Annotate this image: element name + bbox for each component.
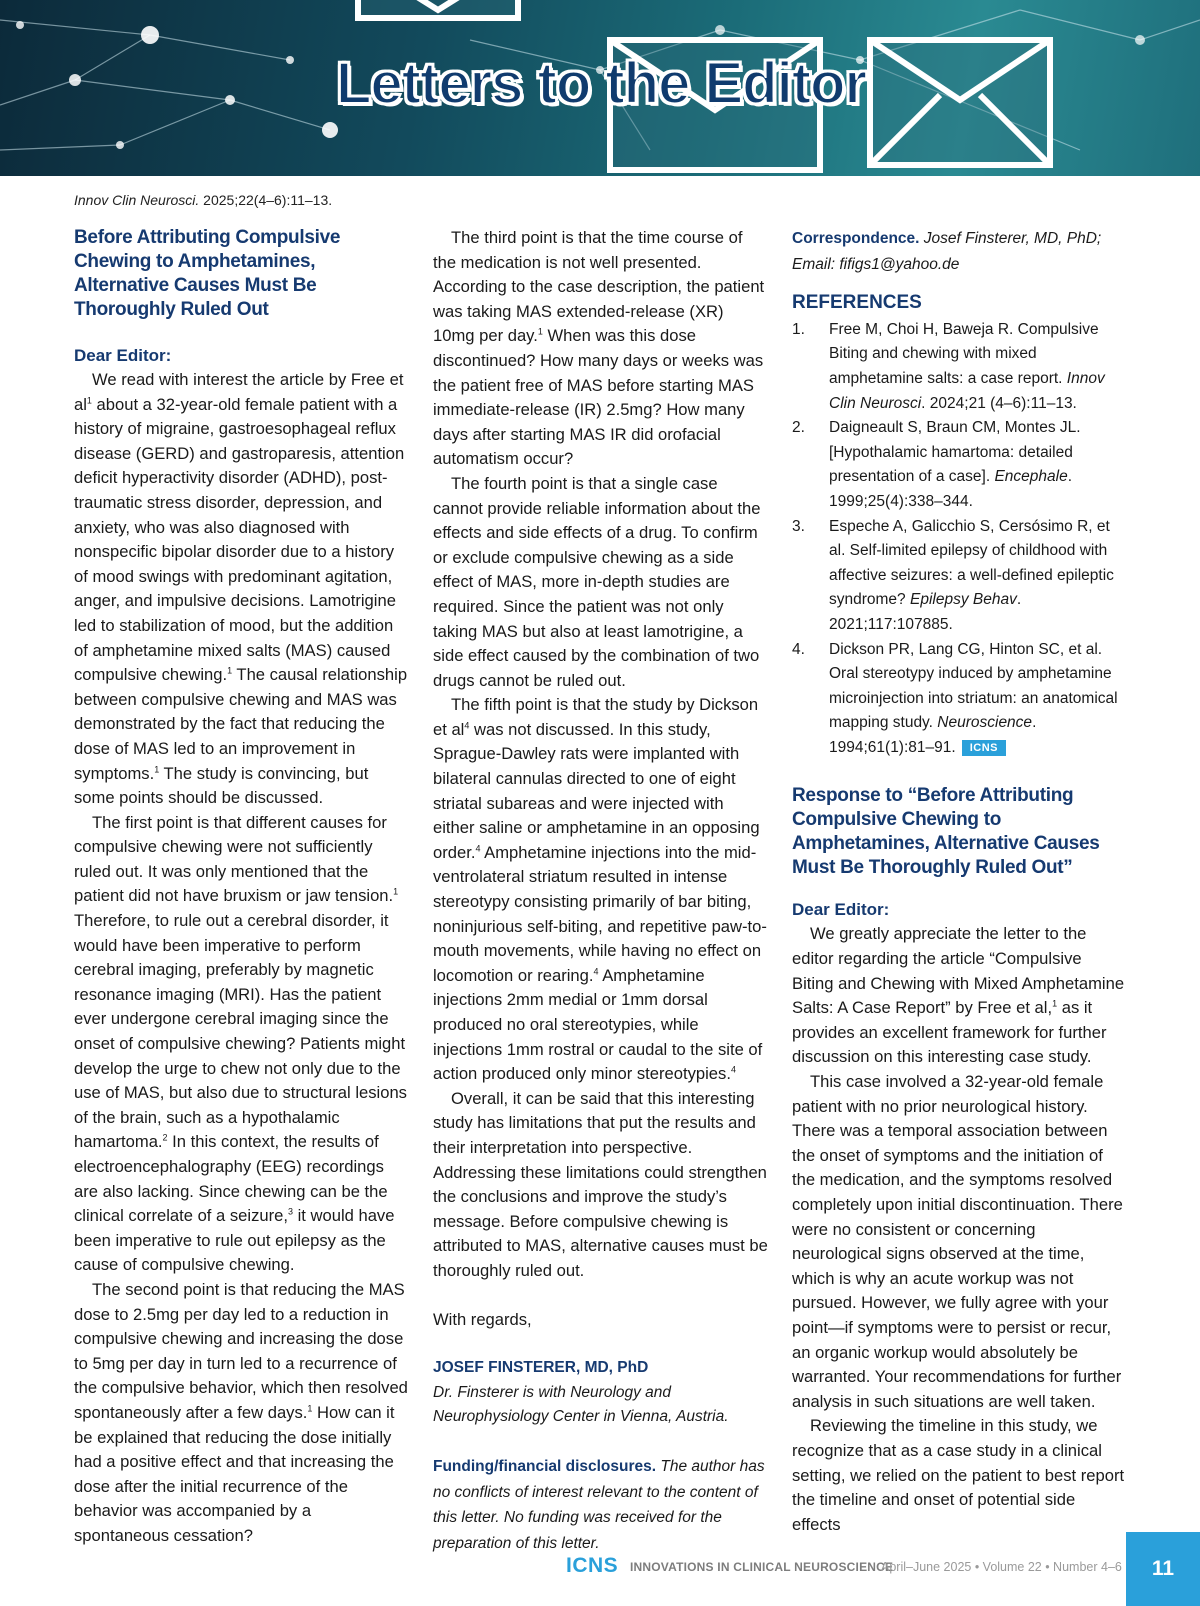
reference-item: 4. Dickson PR, Lang CG, Hinton SC, et al. Oral stereotypy induced by amphetamine microinjection into striatum: an anatomical mapping study. Neuroscience. 1994;61(1):81–91. ICNS [792,640,1118,756]
column-1 [74,226,409,1549]
footer-journal-name: INNOVATIONS IN CLINICAL NEUROSCIENCE [630,1560,894,1574]
page-number: 11 [1126,1532,1200,1606]
letter-paragraph: The fourth point is that a single case cannot provide reliable information about the effects and side effects of a drug. To confirm or exclude compulsive chewing as a side effect of MAS, more in-depth studies are required. Since the patient was not only taking MAS but also at least lamotrigine, a side effect caused by the combination of two drugs cannot be ruled out. [433,473,761,690]
banner-title: Letters to the Editor [336,51,867,116]
correspondence: Correspondence. Josef Finsterer, MD, PhD; Email: fifigs1@yahoo.de [792,230,1102,273]
response-paragraph: We greatly appreciate the letter to the editor regarding the article “Compulsive Biting and Chewing with Mixed Amphetamine Salts: A Case Report” by Free et al,$^1$ as it provides an excellent framework for further discussion on this interesting case study. [792,924,1125,1067]
letter-author: JOSEF FINSTERER, MD, PhD [433,1359,649,1377]
column-3 [792,226,1127,1537]
citation [74,192,332,208]
letter-paragraph: We read with interest the article by Free et $al^1$ about a 32-year-old female patient with a history of migraine, gastroesophageal reflux disease (GERD) and gastroparesis, attention deficit hyperactivity disorder (ADHD), post-traumatic stress disorder, depression, and anxiety, who was also diagnosed with nonspecific bipolar disorder due to a history of mood swings with predominant agitation, anger, and impulsive decisions. Lamotrigine led to stabilization of mood, but the addition of amphetamine mixed salts (MAS) caused compulsive chewing.$^1$ The causal relationship between compulsive chewing and MAS was demonstrated by the fact that reducing the dose of MAS led to an improvement in symptoms.$^1$ The study is convincing, but some points should be discussed. [74,370,408,808]
letter-paragraph: The fifth point is that the study by Dickson et $al^4$ was not discussed. In this study, Sprague-Dawley rats were implanted with bilateral cannulas directed to one of eight striatal subareas and were injected with either saline or amphetamine in an opposing order.$^4$ Amphetamine injections into the mid-ventrolateral striatum resulted in intense stereotypy consisting primarily of bar biting, noninjurious self-biting, and repetitive paw-to-mouth movements, while having no effect on locomotion or rearing.$^4$ Amphetamine injections 2mm medial or 1mm dorsal produced no oral stereotypies, while injections 1mm rostral or caudal to the site of action produced only minor stereotypies.$^4$ [433,695,767,1084]
response-paragraph: This case involved a 32-year-old female patient with no prior neurological history. There was a temporal association between the onset of symptoms and the initiation of the medication, and the symptoms resolved completely upon initial discontinuation. There were no consistent or concerning neurological signs observed at the time, which is why an acute workup was not pursued. However, we fully agree with your point—if symptoms were to persist or recur, an organic workup would absolutely be warranted. Your recommendations for further analysis in such situations are well taken. [792,1072,1123,1411]
reference-item: 2. Daigneault S, Braun CM, Montes JL. [Hypothalamic hamartoma: detailed presentation of a case]. Encephale. 1999;25(4):338–344. [792,419,1081,510]
letter-salutation: Dear Editor: [74,346,172,365]
letter-paragraph: Overall, it can be said that this interesting study has limitations that put the results and their interpretation into perspective. Addressing these limitations could strengthen the conclusions and improve the study’s message. Before compulsive chewing is attributed to MAS, alternative causes must be thoroughly ruled out. [433,1088,768,1280]
reference-item: 1. Free M, Choi H, Baweja R. Compulsive Biting and chewing with mixed amphetamine salts: a case report. Innov Clin Neurosci. 2024;21 (4–6):11–13. [792,320,1105,412]
footer-logo: ICNS [566,1554,619,1577]
references-heading: REFERENCES [792,292,922,314]
response-salutation: Dear Editor: [792,900,890,920]
column-2 [433,226,768,1556]
letter-title: Before Attributing Compulsive Chewing to Amphetamines, Alternative Causes Must Be Thoroughly Ruled Out [74,227,341,320]
letter-paragraph: The first point is that different causes for compulsive chewing were not sufficiently ruled out. It was only mentioned that the patient did not have bruxism or jaw tension.$^1$ Therefore, to rule out a cerebral disorder, it would have been imperative to perform cerebral imaging, preferably by magnetic resonance imaging (MRI). Has the patient ever undergone cerebral imaging since the onset of compulsive chewing? Patients might develop the urge to chew not only due to the use of MAS, but also due to structural lesions of the brain, such as a hypothalamic hamartoma.$^2$ In this context, the results of electroencephalography (EEG) recordings are also lacking. Since chewing can be the clinical correlate of a seizure,$^3$ it would have been imperative to rule out epilepsy as the cause of compulsive chewing. [74,812,407,1275]
citation-details: 2025;22(4–6):11–13. [203,192,333,208]
letter-paragraph: The second point is that reducing the MAS dose to 2.5mg per day led to a reduction in compulsive chewing and increasing the dose to 5mg per day in turn led to a recurrence of the compulsive behavior, which then resolved spontaneously after a few days.$^1$ How can it be explained that reducing the dose initially had a positive effect and that increasing the dose after the initial recurrence of the behavior was accompanied by a spontaneous cessation? [74,1279,408,1545]
letter-affiliation: Dr. Finsterer is with Neurology and Neurophysiology Center in Vienna, Austria. [433,1383,729,1426]
icns-badge[interactable]: ICNS [962,740,1006,756]
footer-issue: April–June 2025 • Volume 22 • Number 4–6 [881,1560,1122,1574]
header-banner [0,0,1200,176]
response-title: Response to “Before Attributing Compulsive Chewing to Amphetamines, Alternative Causes Must Be Thoroughly Ruled Out” [792,785,1100,879]
funding-disclosure: Funding/financial disclosures. The author has no conflicts of interest relevant to the content of this letter. No funding was received for the preparation of this letter. [433,1457,765,1552]
citation-journal: Innov Clin Neurosci. [74,192,200,208]
letter-paragraph: The third point is that the time course of the medication is not well presented. According to the case description, the patient was taking MAS extended-release (XR) 10mg per day.$^1$ When was this dose discontinued? How many days or weeks was the patient free of MAS before starting MAS immediate-release (IR) 2.5mg? How many days after starting MAS IR did orofacial automatism occur? [433,228,765,469]
letter-closing: With regards, [433,1309,532,1329]
reference-item: 3. Espeche A, Galicchio S, Cersósimo R, et al. Self-limited epilepsy of childhood with affective seizures: a well-defined epileptic syndrome? Epilepsy Behav. 2021;117:107885. [792,517,1114,633]
response-paragraph: Reviewing the timeline in this study, we recognize that as a case study in a clinical setting, we relied on the patient to best report the timeline and onset of potential side effects [792,1416,1125,1534]
